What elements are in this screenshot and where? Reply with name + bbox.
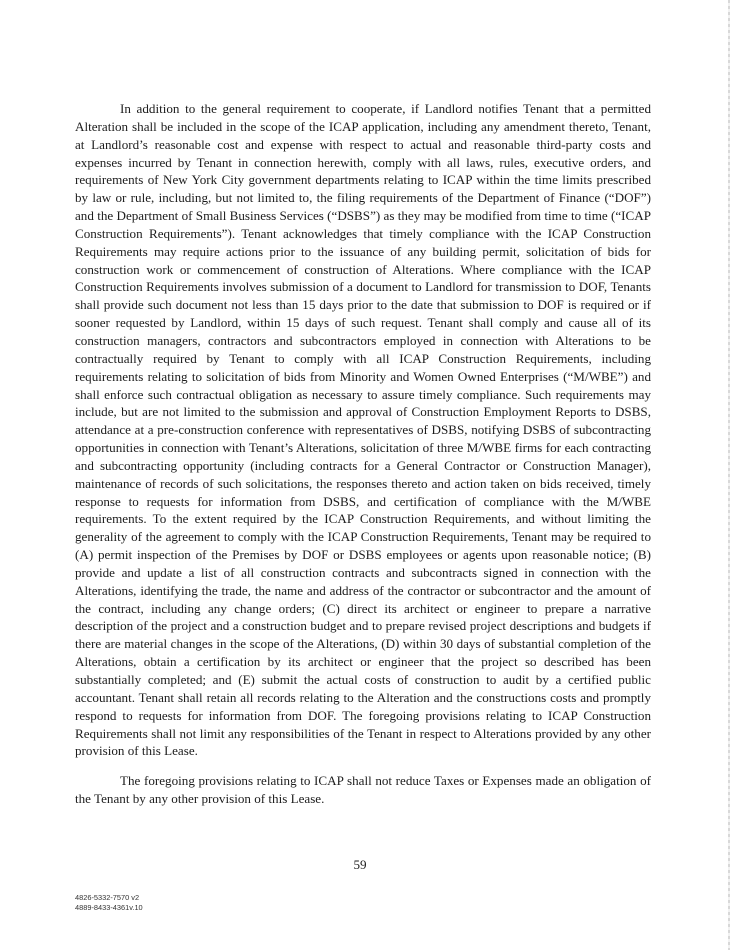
page-number: 59 [353,857,367,872]
paragraph-icap-requirements: In addition to the general requirement to cooperate, if Landlord notifies Tenant that a permitted Alteration shall be included in the scope of the ICAP application, including any amendment thereto, Tenant, at Landlord’s reasonable cost and expense with respect to actual and reasonable third-party costs and expenses incurred by Tenant in connection herewith, comply with all laws, rules, executive orders, and requirements of New York City government departments relating to ICAP within the time limits prescribed by law or rule, including, but not limited to, the filing requirements of the Department of Finance (“DOF”) and the Department of Small Business Services (“DSBS”) as they may be modified from time to time (“ICAP Construction Requirements”). Tenant acknowledges that timely compliance with the ICAP Construction Requirements may require actions prior to the issuance of any building permit, solicitation of bids for construction work or commencement of construction of Alterations. Where compliance with the ICAP Construction Requirements involves submission of a document to Landlord for transmission to DOF, Tenants shall provide such document not less than 15 days prior to the date that submission to DOF is required or if sooner requested by Landlord, within 15 days of such request. Tenant shall comply and cause all of its construction managers, contractors and subcontractors employed in connection with Alterations to be contractually required by Tenant to comply with all ICAP Construction Requirements, including requirements relating to solicitation of bids from Minority and Women Owned Enterprises (“M/WBE”) and shall enforce such contractual obligation as necessary to assure timely compliance. Such requirements may include, but are not limited to the submission and approval of Construction Employment Reports to DSBS, attendance at a pre-construction conference with representatives of DSBS, notifying DSBS of subcontracting opportunities in connection with Tenant’s Alterations, solicitation of three M/WBE firms for each contracting and subcontracting opportunity (including contracts for a General Contractor or Construction Manager), maintenance of records of such solicitations, the responses thereto and action taken on bids received, timely response to requests for information from DSBS, and certification of compliance with the M/WBE requirements. To the extent required by the ICAP Construction Requirements, and without limiting the generality of the agreement to comply with the ICAP Construction Requirements, Tenant may be required to (A) permit inspection of the Premises by DOF or DSBS employees or agents upon reasonable notice; (B) provide and update a list of all construction contracts and subcontracts signed in connection with the Alterations, identifying the trade, the name and address of the contractor or subcontractor and the amount of the contract, including any change orders; (C) direct its architect or engineer to prepare a narrative description of the project and a construction budget and to prepare revised project descriptions and budgets if there are material changes in the scope of the Alterations, (D) within 30 days of substantial completion of the Alterations, obtain a certification by its architect or engineer that the project so described has been substantially completed; and (E) submit the actual costs of construction to audit by a certified public accountant. Tenant shall retain all records relating to the Alteration and the constructions costs and promptly respond to requests for information from DOF. The foregoing provisions relating to ICAP Construction Requirements shall not limit any responsibilities of the Tenant in respect to Alterations provided by any other provision of this Lease. [75,101,651,759]
document-identifiers [75,893,143,913]
doc-id-line: 4889-8433-4361v.10 [75,903,143,912]
scan-edge-artifact [728,0,730,950]
doc-id-line: 4826-5332-7570 v2 [75,893,140,902]
paragraph-icap-taxes: The foregoing provisions relating to ICAP shall not reduce Taxes or Expenses made an obligation of the Tenant by any other provision of this Lease. [75,773,651,806]
